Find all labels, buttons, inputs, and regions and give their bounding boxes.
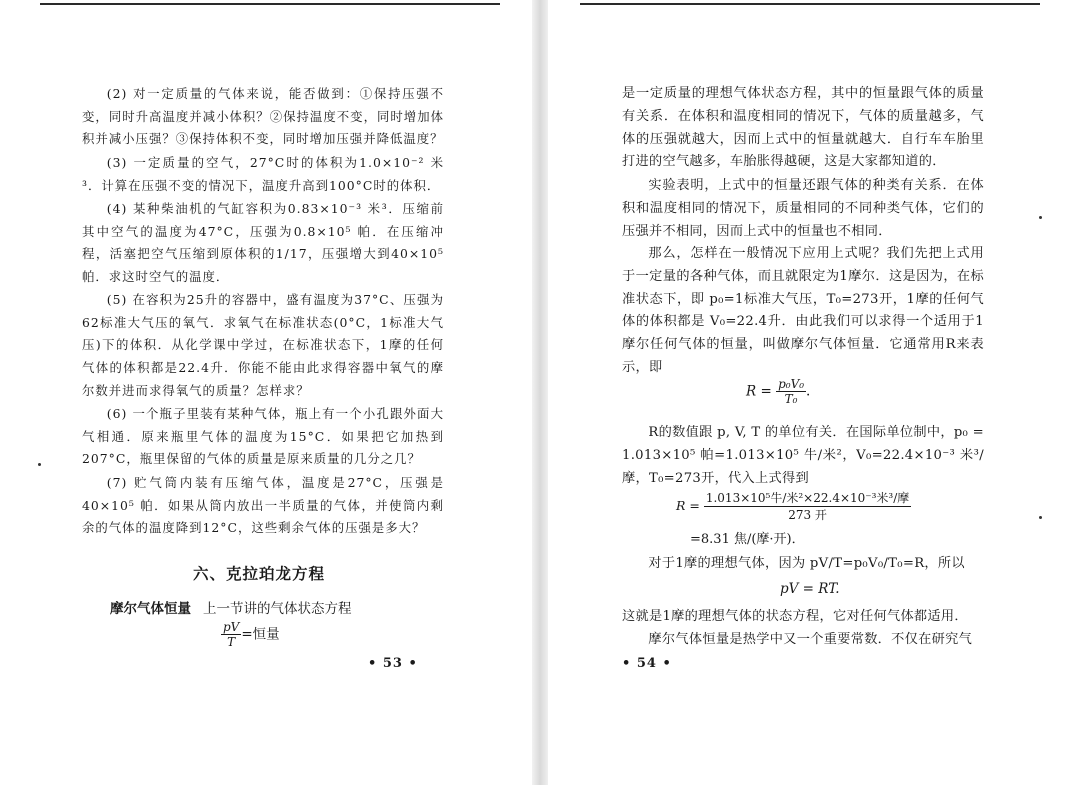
paragraph-5: 对于1摩的理想气体，因为 pV/T=p₀V₀/T₀=R，所以 (648, 556, 965, 571)
eq1-tail: . (806, 383, 811, 400)
problem-2: (2) 对一定质量的气体来说，能否做到：①保持压强不变，同时升高温度并减小体积？②保持温度不变，同时增加体积并减小压强？③保持体积不变，同时增加压强并降低温度？ (82, 86, 444, 147)
equation-R-value (676, 490, 911, 523)
section-title: 六、克拉珀龙方程 (193, 565, 326, 583)
formula-denominator: T (227, 635, 236, 649)
eq1-lhs: R = (746, 383, 772, 400)
eq1-numerator: p₀V₀ (778, 377, 805, 391)
formula-numerator: pV (223, 620, 240, 634)
scan-speck (38, 463, 41, 466)
eq2-fraction (704, 490, 911, 523)
top-rule (40, 3, 500, 5)
scan-speck (1039, 216, 1042, 219)
right-page (548, 0, 1080, 785)
problem-5: (5) 在容积为25升的容器中，盛有温度为37°C、压强为62标准大气压的氧气．求氧气在标准状态(0°C，1标准大气压)下的体积．从化学课中学过，在标准状态下，1摩的任何气体的体积都是22.4升．你能不能由此求得容器中氧气的摩尔数并进而求得氧气的质量？怎样求？ (82, 292, 444, 398)
eq2-result: =8.31 焦/(摩·开)． (690, 532, 805, 547)
paragraph-2: 实验表明，上式中的恒量还跟气体的种类有关系．在体积和温度相同的情况下，质量相同的不同种类气体，它们的压强并不相同，因而上式中的恒量也不相同． (622, 178, 984, 239)
book-gutter (532, 0, 548, 785)
equation-pv-rt: pV = RT. (780, 581, 840, 597)
term-text: 上一节讲的气体状态方程 (203, 601, 352, 617)
paragraph-6: 这就是1摩的理想气体的状态方程，它对任何气体都适用． (622, 609, 968, 624)
paragraph-1: 是一定质量的理想气体状态方程，其中的恒量跟气体的质量有关系．在体积和温度相同的情况下，气体的质量越多，气体的压强就越大，因而上式中的恒量就越大．自行车车胎里打进的空气越多，车胎胀得越硬，这是大家都知道的． (622, 86, 984, 170)
eq2-lhs: R = (676, 498, 700, 513)
problem-3: (3) 一定质量的空气，27°C时的体积为1.0×10⁻² 米³．计算在压强不变的情况下，温度升高到100°C时的体积． (82, 155, 444, 193)
eq1-fraction (776, 377, 806, 407)
gas-state-formula (221, 620, 280, 650)
problem-4: (4) 某种柴油机的气缸容积为0.83×10⁻³ 米³．压缩前其中空气的温度为47°C，压强为0.8×10⁵ 帕．在压缩冲程，活塞把空气压缩到原体积的1/17，压强增大到40×10⁵ 帕．求这时空气的温度． (82, 201, 444, 285)
page-number: • 54 • (622, 656, 672, 671)
problem-7: (7) 贮气筒内装有压缩气体，温度是27°C，压强是40×10⁵ 帕．如果从筒内放出一半质量的气体，并使筒内剩余的气体的温度降到12°C，这些剩余气体的压强是多大？ (82, 475, 444, 536)
equation-R (746, 377, 810, 407)
formula-fraction (221, 620, 241, 650)
paragraph-4: R的数值跟 p, V, T 的单位有关．在国际单位制中，p₀ = 1.013×10⁵ 帕=1.013×10⁵ 牛/米²，V₀=22.4×10⁻³ 米³/摩，T₀=273开，代入上式得到 (622, 425, 984, 486)
term-line (110, 597, 352, 617)
problem-6: (6) 一个瓶子里装有某种气体，瓶上有一个小孔跟外面大气相通．原来瓶里气体的温度为15°C．如果把它加热到207°C，瓶里保留的气体的质量是原来质量的几分之几？ (82, 406, 444, 467)
top-rule (580, 3, 1040, 5)
page-number: • 53 • (368, 656, 418, 671)
formula-rhs: =恒量 (241, 626, 280, 643)
term-heading: 摩尔气体恒量 (110, 601, 191, 617)
paragraph-3: 那么，怎样在一般情况下应用上式呢？我们先把上式用于一定量的各种气体，而且就限定为1摩尔．这是因为，在标准状态下，即 p₀=1标准大气压，T₀=273开，1摩的任何气体的体积都是 V₀=22.4升．由此我们可以求得一个适用于1摩尔任何气体的恒量，叫做摩尔气体恒量．它通常用R来表示，即 (622, 246, 984, 375)
scan-speck (1039, 516, 1042, 519)
eq1-denominator: T₀ (784, 392, 798, 406)
eq2-numerator: 1.013×10⁵牛/米²×22.4×10⁻³米³/摩 (705, 491, 910, 505)
left-page (0, 0, 532, 785)
eq2-denominator: 273 开 (788, 508, 827, 522)
paragraph-7: 摩尔气体恒量是热学中又一个重要常数．不仅在研究气 (648, 632, 973, 647)
